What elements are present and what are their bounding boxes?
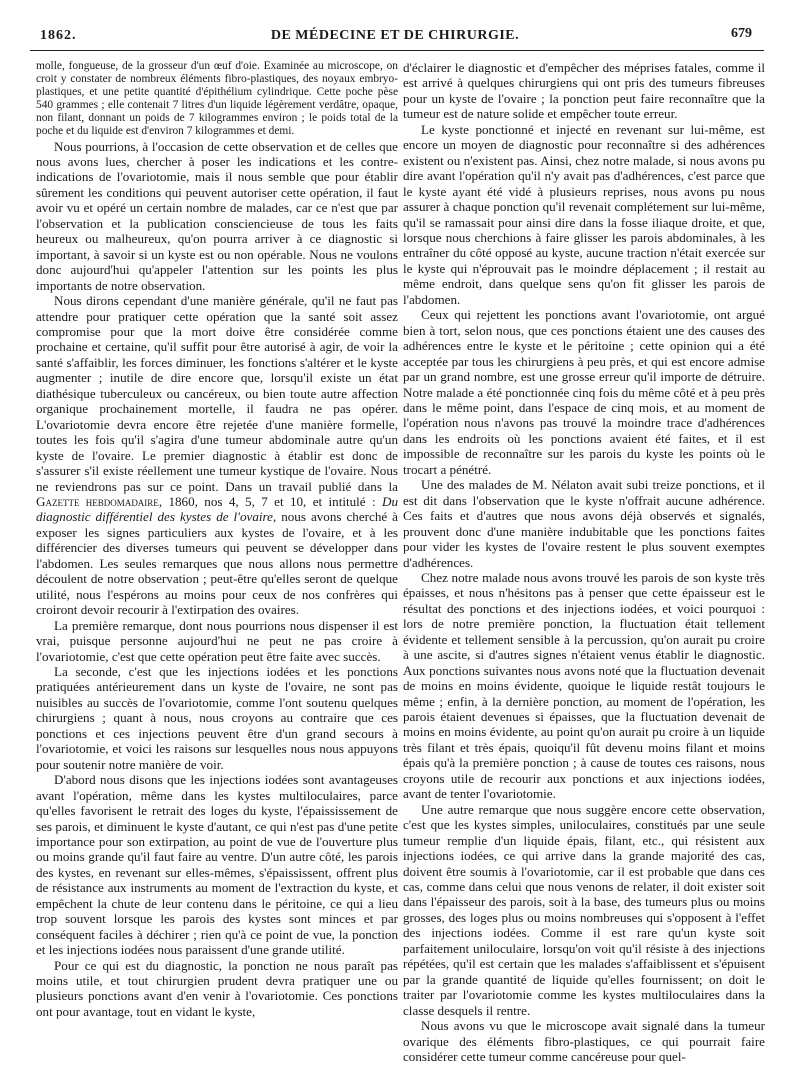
running-title: DE MÉDECINE ET DE CHIRURGIE. [270, 28, 520, 43]
article-title: Du diagnostic différentiel des kystes de l'ovaire [36, 493, 398, 525]
paragraph: Une des malades de M. Nélaton avait subi treize ponctions, et il est dit dans l'observation que le kyste n'offrait aucune adhérence. Ces faits et d'autres que nous avons déjà observés et signalés, prouvent donc d'une manière indubitable que les ponctions faites pour vider les kystes de l'ovaire restent le plus souvent exemptes d'adhérences. [403, 477, 765, 570]
paragraph [36, 293, 398, 618]
paragraph: Chez notre malade nous avons trouvé les parois de son kyste très épaisses, et nous n'hésitons pas à penser que cette épaisseur est le résultat des ponctions et des injections iodées, et voici pourquoi : lors de notre première ponction, la fluctuation était tellement évidente et tellement sensible à la percussion, qu'on aurait pu croire à une ascite, si d'autres signes n'étaient venus établir le diagnostic. Aux ponctions suivantes nous avons noté que la fluctuation devenait de moins en moins évidente, quoique le liquide restât toujours le même ; enfin, à la dernière ponction, au moment de l'opération, les parois étaient devenues si épaisses, que la fluctuation devenait de moins en moins évidente, au point qu'on aurait pu croire à un liquide très filant et très épais, quoiqu'il fût devenu moins filant et moins épais qu'à la première ponction ; à cause de toutes ces raisons, nous croyons utile de recourir aux ponctions et aux injections iodées, avant de tenter l'ovariotomie. [403, 569, 765, 802]
paragraph: La première remarque, dont nous pourrions nous dispenser il est vrai, puisque personne aujourd'hui ne peut ne pas croire à l'ovariotomie, c'est que cette opération peut être faite avec succès. [36, 617, 398, 664]
page-header [30, 24, 760, 46]
paragraph: Nous pourrions, à l'occasion de cette observation et de celles que nous avons lues, chercher à poser les indications et les contre-indications de l'ovariotomie, mais il nous semble que pour établir sûrement les conditions qui peuvent autoriser cette opération, il faut avoir vu et opéré un certain nombre de malades, car ce n'est que par l'observation et la publication consciencieuse de tous les faits heureux ou malheureux, qu'on pourra arriver à ce diagnostic si important, à savoir si un kyste est ou non opérable. Nous ne voulons donc aujourd'hui qu'appeler l'attention sur les points les plus importants de notre observation. [36, 138, 398, 293]
paragraph: d'éclairer le diagnostic et d'empêcher des méprises fatales, comme il est arrivé à quelques chirurgiens qui ont pris des tumeurs fibreuses pour un kyste de l'ovaire ; la ponction peut faire reconnaître que la tumeur est de nature solide et empêcher toute erreur. [403, 60, 765, 122]
journal-name: Gazette hebdomadaire [36, 493, 159, 509]
observation-end-paragraph: molle, fongueuse, de la grosseur d'un œuf d'oie. Examinée au microscope, on croit y constater de nombreux éléments fibro-plastiques, des noyaux embryo-plastiques, et une petite quantité d'épithélium cylindrique. Cette poche pèse 540 grammes ; elle contenait 7 litres d'un liquide légèrement verdâtre, opaque, non filant, donnant un poids de 7 kilogrammes environ ; le poids total de la poche et du liquide est d'environ 7 kilogrammes et demi. [36, 60, 398, 138]
header-rule [30, 50, 764, 51]
header-year: 1862. [40, 28, 77, 43]
paragraph: D'abord nous disons que les injections iodées sont avantageuses avant l'opération, même dans les kystes multiloculaires, parce qu'elles favorisent le retrait des loges du kyste, l'épaississement de ses parois, et diminuent le kyste d'autant, ce qui n'est pas d'une petite importance pour son extirpation, au point de vue de l'ouverture plus ou moins grande qu'il faut faire au ventre. D'un autre côté, les parois des kystes, en revenant sur elles-mêmes, s'épaississent, offrent plus de résistance aux instruments au moment de l'extraction du kyste, et empêchent la chute de leur contenu dans le péritoine, ce qui a lieu trop souvent lorsque les parois des kystes sont minces et par conséquent faciles à déchirer ; rien qu'à ce point de vue, la ponction et les injections iodées nous paraissent d'une grande utilité. [36, 772, 398, 958]
paragraph-text: , nous avons cherché à exposer les signes particuliers aux kystes de l'ovaire, et à les différencier des diverses tumeurs qui peuvent se développer dans l'abdomen. Les seules remarques que nous allons nous permettre découlent de notre observation ; peut-être qu'elles seront de quelque utilité, nous l'espérons au moins pour ceux de nos confrères qui croiront devoir recourir à l'extirpation des ovaires. [36, 509, 398, 618]
right-column [403, 60, 765, 1064]
paragraph: Une autre remarque que nous suggère encore cette observation, c'est que les kystes simples, uniloculaires, constitués par une seule tumeur remplie d'un liquide épais, filant, etc., qui résistent aux injections iodées, ce qui arrive dans la grande majorité des cas, doivent être soumis à l'ovariotomie, car il est probable que dans ces cas, comme dans celui que nous venons de relater, il doit exister soit dans l'épaisseur des parois, soit à la base, des tumeurs plus ou moins grosses, des loges plus ou moins nombreuses qui s'opposent à l'effet des injections iodées. Comme il est rare qu'un kyste soit parfaitement uniloculaire, lorsqu'on voit qu'il résiste à des injections répétées, qu'il est certain que les malades s'affaiblissent et s'épuisent par la grande quantité de liquide qu'elles fournissent; on doit le traiter par l'ovariotomie comme les kystes multiloculaires dans la classe desquels il rentre. [403, 801, 765, 1018]
paragraph: Le kyste ponctionné et injecté en revenant sur lui-même, est encore un moyen de diagnostic pour reconnaître si des adhérences existent ou n'existent pas. Ainsi, chez notre malade, si nous avons pu dire avant l'opération qu'il n'y avait pas d'adhérences, c'est parce que le kyste ayant été vidé à plusieurs reprises, nous avons pu nous assurer à chaque ponction qu'il revenait complétement sur lui-même, qu'il se ramassait pour ainsi dire dans la fosse iliaque droite, et que, lorsque nous cherchions à faire glisser les parois abdominales, à les entraîner du côté opposé au kyste, aucune traction n'était exercée sur le kyste qui n'éprouvait pas le moindre déplacement ; il restait au même endroit, dans quelque sens qu'on fit glisser les parois de l'abdomen. [403, 121, 765, 307]
paragraph-text: , 1860, nos 4, 5, 7 et 10, et intitulé : [158, 493, 382, 509]
left-column [36, 60, 398, 1019]
paragraph: La seconde, c'est que les injections iodées et les ponctions pratiquées antérieurement dans un kyste de l'ovaire, ne sont pas nuisibles au succès de l'ovariotomie, comme l'ont soutenu quelques chirurgiens ; quant à nous, nous croyons au contraire que ces ponctions et ces injections peuvent être d'un grand secours à l'ovariotomie, et voici les raisons sur lesquelles nous nous appuyons pour soutenir notre manière de voir. [36, 663, 398, 772]
paragraph: Ceux qui rejettent les ponctions avant l'ovariotomie, ont argué bien à tort, selon nous, que ces ponctions étaient une des causes des adhérences entre le kyste et le péritoine ; cette opinion qui a été acceptée par tous les chirurgiens à peu près, et qui est encore admise par un grand nombre, est une grosse erreur qu'il importe de détruire. Notre malade a été ponctionnée cinq fois du même côté et à peu près dans le même point, dans l'espace de cinq mois, et au moment de l'opération nous n'avons pas trouvé la moindre trace d'adhérences dans les endroits où les ponctions avaient été faites, et il est impossible de reconnaître sur les parois du kyste les points où le trocart a pénétré. [403, 307, 765, 477]
paragraph: Nous avons vu que le microscope avait signalé dans la tumeur ovarique des éléments fibro-plastiques, ce qui pourrait faire considérer cette tumeur comme cancéreuse pour quel- [403, 1018, 765, 1064]
paragraph-text: Nous dirons cependant d'une manière générale, qu'il ne faut pas attendre pour pratiquer cette opération que la santé soit assez compromise pour que la mort doive être considérée comme prochaine et certaine, qu'il suffit pour être autorisé à agir, de voir la santé s'affaiblir, les forces diminuer, les fonctions s'altérer et le kyste augmenter ; inutile de dire encore que, lorsqu'il existe un état diathésique tuberculeux ou cancéreux, ou bien toute autre affection organique prochainement mortelle, il faudra ne pas opérer. L'ovariotomie devra encore être rejetée d'une manière formelle, toutes les fois qu'il s'agira d'une tumeur abdominale autre qu'un kyste de l'ovaire. Le premier diagnostic à établir est donc de s'assurer s'il existe réellement une tumeur kystique de l'ovaire. Nous ne reviendrons pas sur ce point. Dans un travail publié dans la [36, 293, 398, 494]
page-number: 679 [731, 26, 752, 41]
paragraph: Pour ce qui est du diagnostic, la ponction ne nous paraît pas moins utile, et tout chirurgien prudent devra pratiquer une ou plusieurs ponctions avant d'en venir à l'ovariotomie. Ces ponctions ont pour avantage, tout en vidant le kyste, [36, 957, 398, 1019]
